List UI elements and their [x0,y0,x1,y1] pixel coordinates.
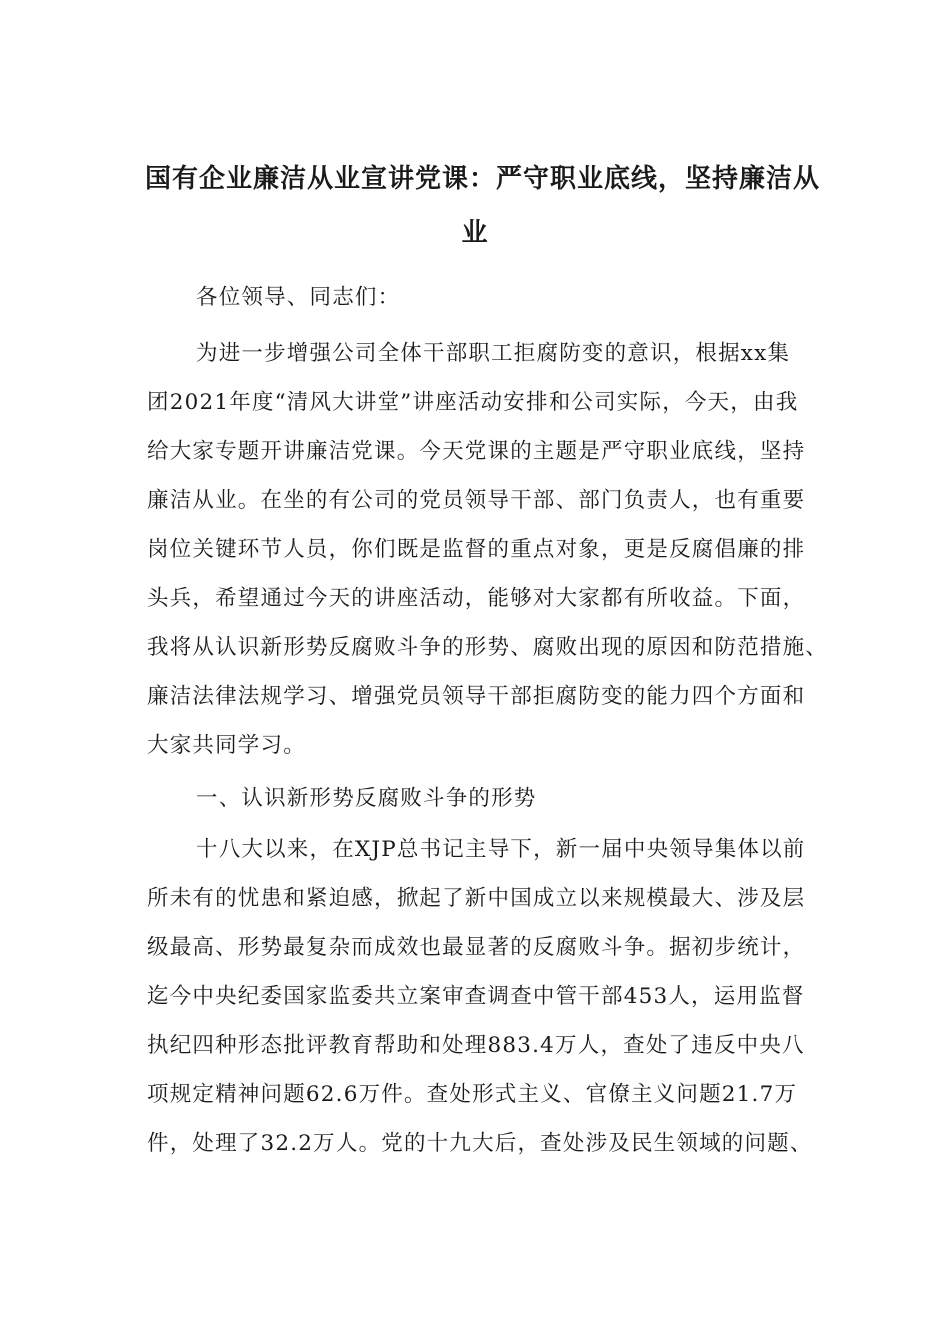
paragraph-line: 项规定精神问题62.6万件。查处形式主义、官僚主义问题21.7万 [147,1082,798,1107]
paragraph-line: 迄今中央纪委国家监委共立案审查调查中管干部453人，运用监督 [147,984,805,1009]
paragraph-line: 为进一步增强公司全体干部职工拒腐防变的意识，根据xx集 [196,341,791,366]
paragraph-line: 岗位关键环节人员，你们既是监督的重点对象，更是反腐倡廉的排 [147,537,806,562]
paragraph-line: 十八大以来，在XJP总书记主导下，新一届中央领导集体以前 [196,837,806,862]
paragraph-line: 我将从认识新形势反腐败斗争的形势、腐败出现的原因和防范措施、 [147,635,829,660]
document-title [145,152,821,260]
paragraph-line: 级最高、形势最复杂而成效也最显著的反腐败斗争。据初步统计， [147,935,806,960]
section-heading: 一、认识新形势反腐败斗争的形势 [196,786,537,811]
paragraph-line: 廉洁从业。在坐的有公司的党员领导干部、部门负责人，也有重要 [147,488,806,513]
paragraph-line: 件，处理了32.2万人。党的十九大后，查处涉及民生领域的问题、 [147,1131,813,1156]
paragraph-line: 执纪四种形态批评教育帮助和处理883.4万人，查处了违反中央八 [147,1033,805,1058]
paragraph-line: 所未有的忧患和紧迫感，掀起了新中国成立以来规模最大、涉及层 [147,886,806,911]
paragraph-line: 廉洁法律法规学习、增强党员领导干部拒腐防变的能力四个方面和 [147,684,806,709]
paragraph-line: 头兵，希望通过今天的讲座活动，能够对大家都有所收益。下面， [147,586,806,611]
salutation: 各位领导、同志们： [196,285,401,310]
title-line-2: 业 [461,218,489,248]
paragraph-line: 团2021年度“清风大讲堂”讲座活动安排和公司实际，今天，由我 [147,390,799,415]
title-line-1: 国有企业廉洁从业宣讲党课：严守职业底线，坚持廉洁从 [145,164,821,194]
paragraph-line: 大家共同学习。 [147,733,306,758]
paragraph-line: 给大家专题开讲廉洁党课。今天党课的主题是严守职业底线，坚持 [147,439,806,464]
